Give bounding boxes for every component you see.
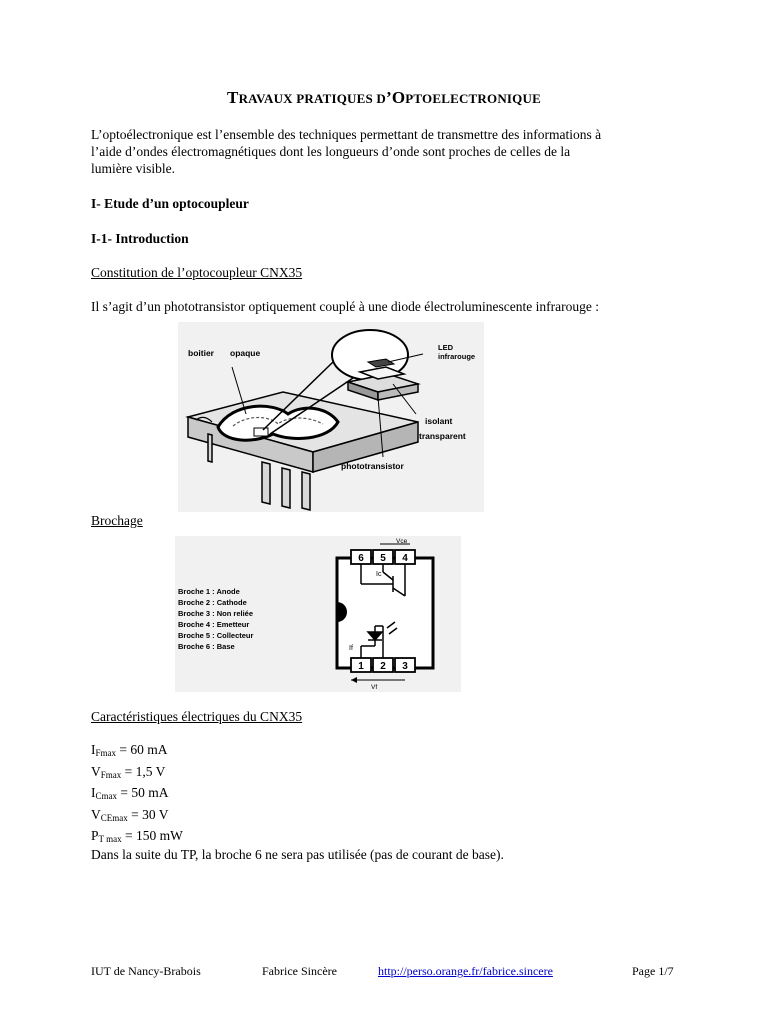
note-text: Dans la suite du TP, la broche 6 ne sera pas utilisée (pas de courant de base). bbox=[91, 847, 504, 862]
pin-legend-4: Broche 4 : Emetteur bbox=[178, 620, 250, 629]
label-phototransistor: phototransistor bbox=[341, 461, 404, 471]
pin-number: 4 bbox=[402, 553, 408, 564]
label-led: LED bbox=[438, 343, 453, 352]
pin-legend-1: Broche 1 : Anode bbox=[178, 587, 240, 596]
spec-item: $V_{Fmax} = 1,5$ V bbox=[91, 763, 166, 780]
label-opaque: opaque bbox=[230, 348, 261, 358]
intro-line: L’optoélectronique est l’ensemble des techniques permettant de transmettre des informations à bbox=[91, 127, 602, 142]
pin-legend-3: Broche 3 : Non reliée bbox=[178, 609, 254, 618]
spec-item: $V_{CEmax} = 30$ V bbox=[91, 806, 169, 823]
caracteristiques-heading: Caractéristiques électriques du CNX35 bbox=[91, 709, 303, 724]
intro-line: lumière visible. bbox=[91, 161, 175, 176]
brochage-heading: Brochage bbox=[91, 513, 143, 528]
pin-legend-6: Broche 6 : Base bbox=[178, 642, 235, 651]
pin-number: 3 bbox=[402, 661, 408, 672]
spec-item: $I_{Fmax} = 60$ mA bbox=[91, 742, 168, 758]
intro-paragraph bbox=[91, 126, 691, 177]
pinout-figure bbox=[175, 536, 461, 692]
page-title: TRAVAUX PRATIQUES D’OPTOELECTRONIQUE bbox=[227, 88, 541, 107]
pin-legend-5: Broche 5 : Collecteur bbox=[178, 631, 254, 640]
subsection-heading: I-1- Introduction bbox=[91, 231, 189, 246]
footer-author: Fabrice Sincère bbox=[262, 964, 337, 978]
pin-legend-2: Broche 2 : Cathode bbox=[178, 598, 247, 607]
footer-page-number: Page 1/7 bbox=[632, 964, 674, 978]
footer-link[interactable] bbox=[378, 964, 553, 979]
pin-number: 6 bbox=[358, 553, 364, 564]
optocoupler-figure bbox=[178, 322, 484, 512]
constitution-heading: Constitution de l’optocoupleur CNX35 bbox=[91, 265, 303, 280]
label-boitier: boitier bbox=[188, 348, 214, 358]
vce-label: Vce bbox=[396, 538, 408, 545]
label-infrarouge: infrarouge bbox=[438, 352, 476, 361]
section-heading: I- Etude d’un optocoupleur bbox=[91, 196, 249, 211]
spec-item: $P_{T max} = 150$ mW bbox=[91, 828, 183, 844]
constitution-text: Il s’agit d’un phototransistor optiquement couplé à une diode électroluminescente infrarouge : bbox=[91, 299, 599, 314]
label-transparent: transparent bbox=[419, 431, 466, 441]
spec-item: $I_{Cmax} = 50$ mA bbox=[91, 785, 169, 801]
label-isolant: isolant bbox=[425, 416, 453, 426]
vf-label: Vf bbox=[371, 684, 378, 691]
intro-line: l’aide d’ondes électromagnétiques dont les longueurs d’onde sont proches de celles de la bbox=[91, 144, 571, 159]
footer-url-link[interactable]: http://perso.orange.fr/fabrice.sincere bbox=[378, 964, 553, 978]
ic-label: Ic bbox=[376, 571, 382, 578]
pin-number: 1 bbox=[358, 661, 364, 672]
spec-list bbox=[91, 741, 183, 849]
pin-number: 2 bbox=[380, 661, 386, 672]
footer-school: IUT de Nancy-Brabois bbox=[91, 964, 201, 978]
if-label: If bbox=[349, 645, 353, 652]
pin-number: 5 bbox=[380, 553, 386, 564]
